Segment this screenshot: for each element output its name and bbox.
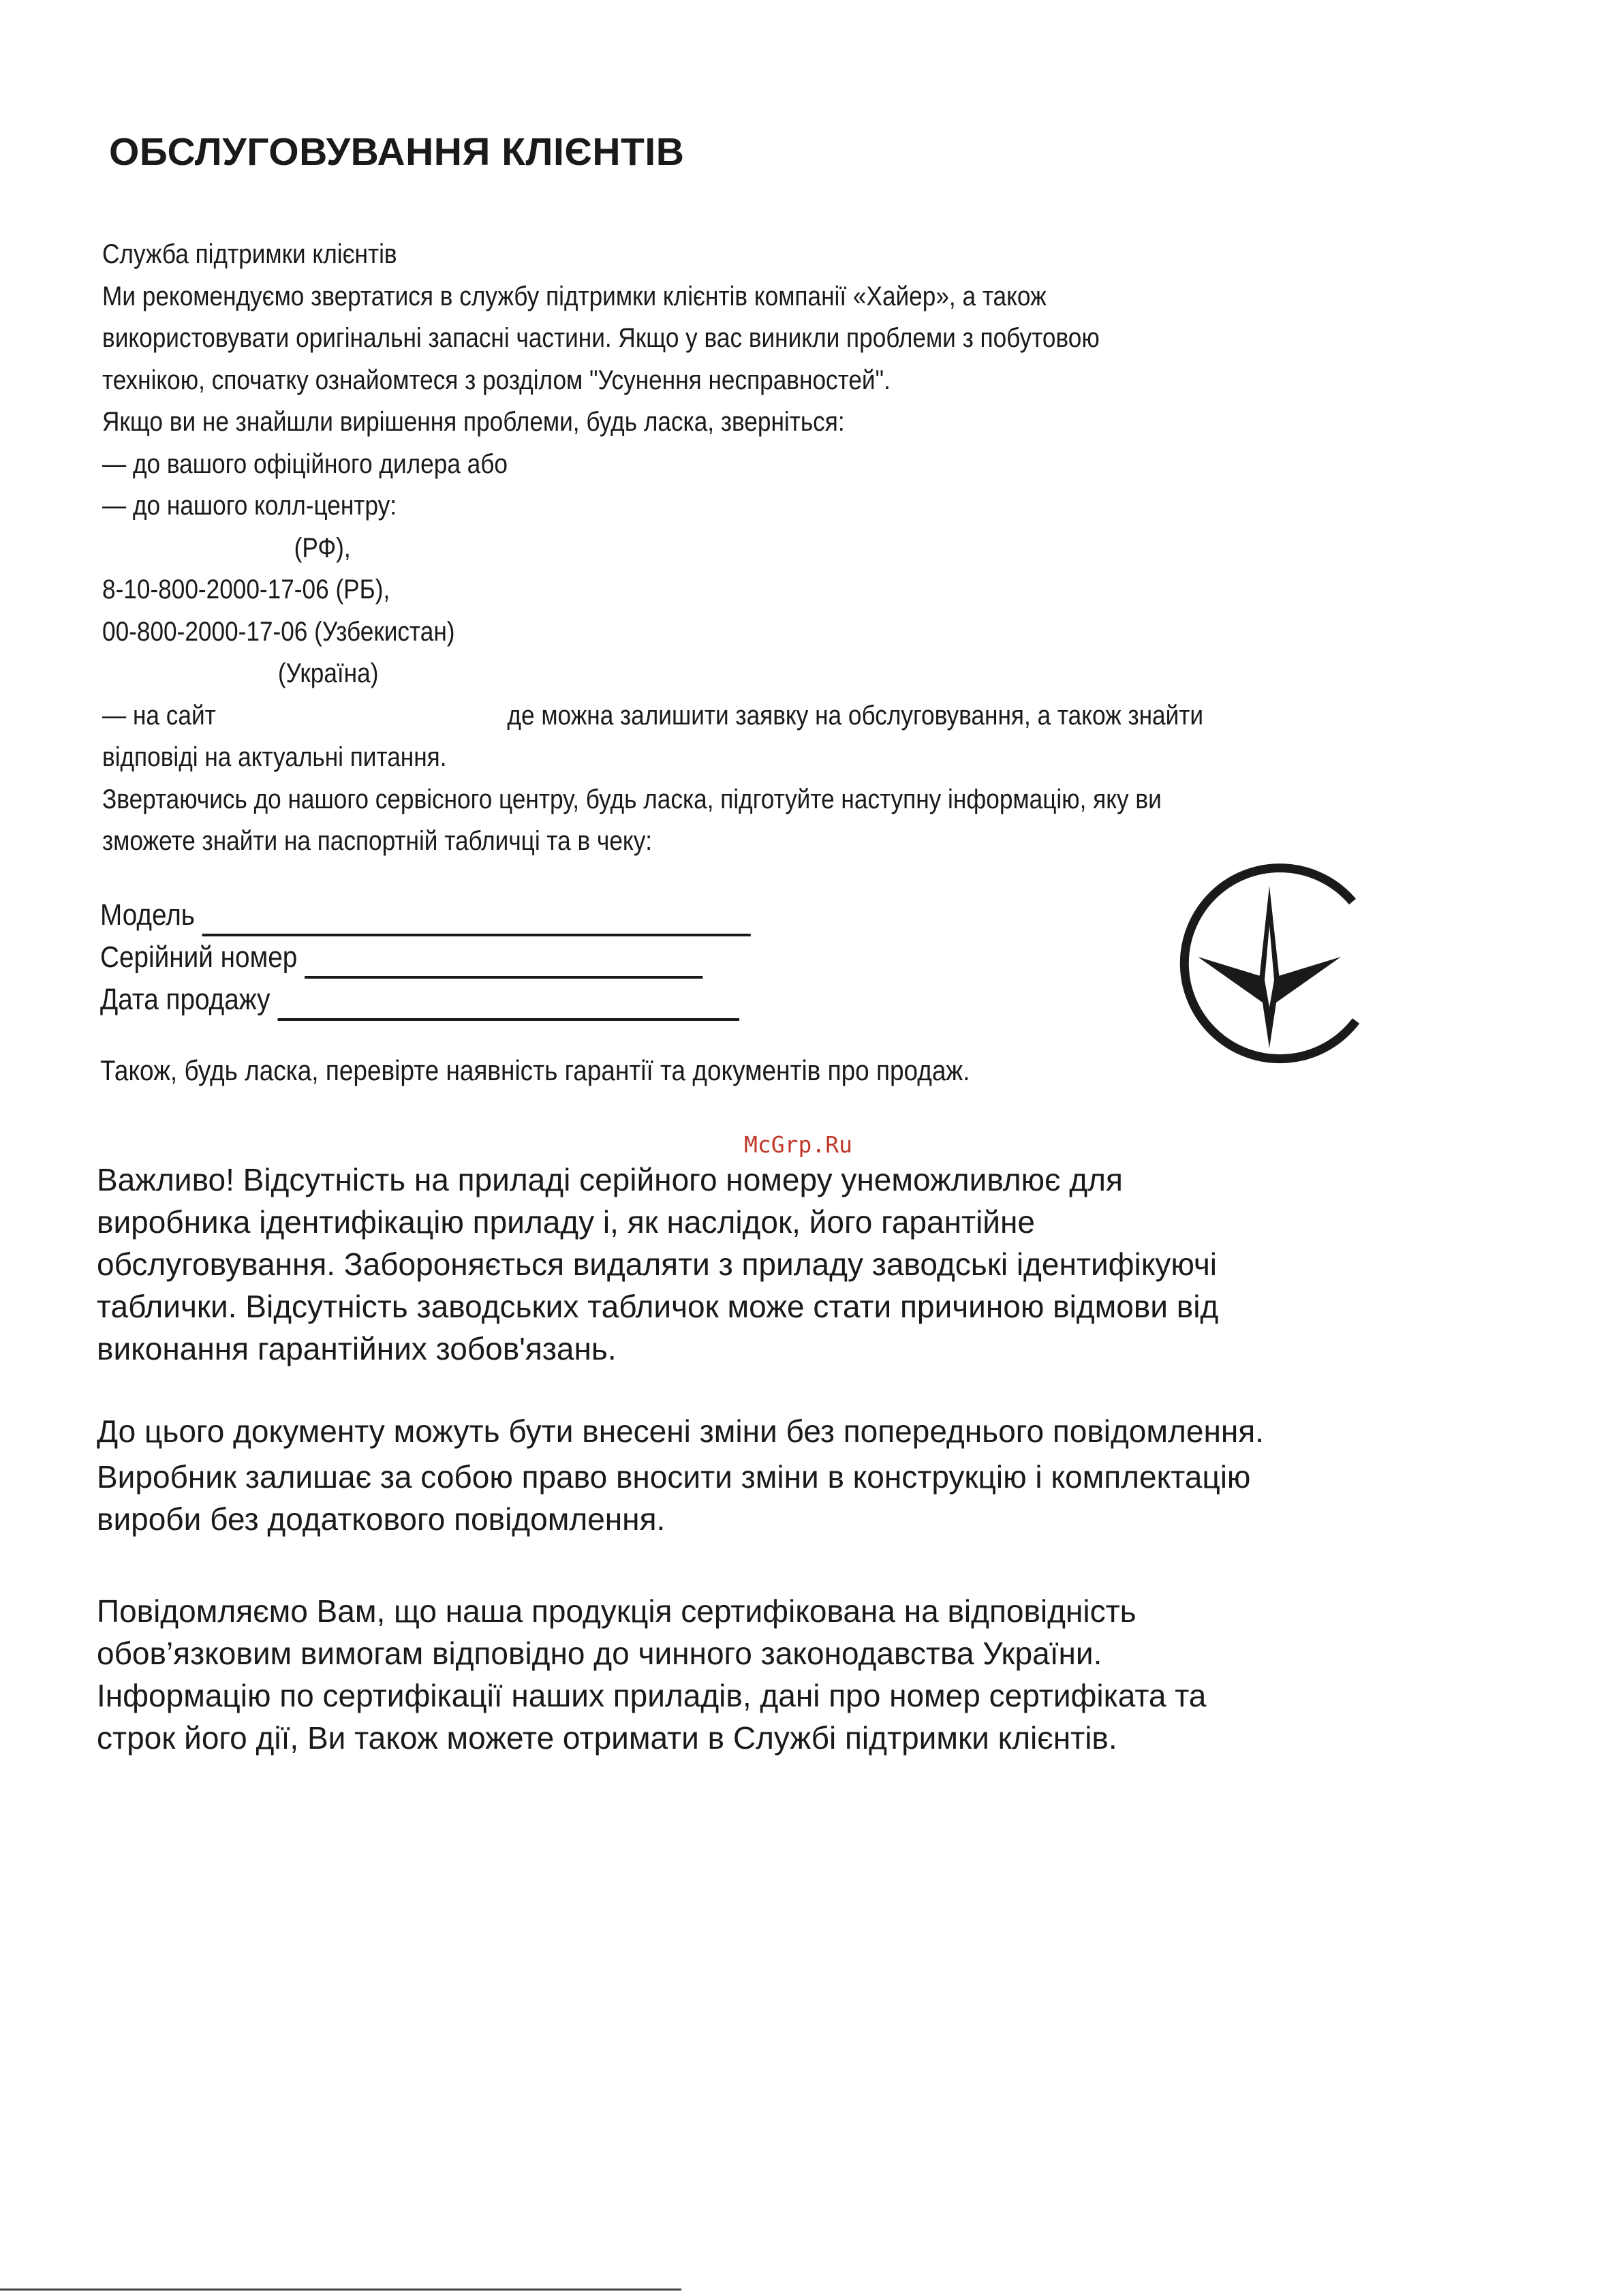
support-line: Якщо ви не знайшли вирішення проблеми, будь ласка, зверніться: [102,407,845,437]
phone-ua: (Україна) [277,658,379,688]
certification-line: Інформацію по сертифікації наших приладів, дані про номер сертифіката та [97,1678,1207,1713]
certification-line: обов’язковим вимогам відповідно до чинного законодавства України. [97,1636,1102,1671]
model-blank-line [202,902,751,936]
serial-row [100,936,880,979]
website-suffix: де можна залишити заявку на обслуговування, а також знайти [507,700,1204,731]
support-line: — до вашого офіційного дилера або [102,448,508,479]
prepare-line: зможете знайти на паспортній табличці та в чеку: [102,826,653,856]
website-continuation: відповіді на актуальні питання. [102,742,447,772]
important-line: Важливо! Відсутність на приладі серійного номеру унеможливлює для [97,1162,1123,1197]
rights-line: Виробник залишає за собою право вносити зміни в конструкцію і комплектацію [97,1459,1251,1495]
important-line: виробника ідентифікацію приладу і, як наслідок, його гарантійне [97,1204,1035,1240]
important-line: обслуговування. Забороняється видаляти з приладу заводські ідентифікуючі [97,1246,1218,1282]
support-section [102,234,1301,863]
important-line: виконання гарантійних зобов'язань. [97,1331,617,1366]
phone-rf: (РФ), [294,532,351,563]
support-line: Ми рекомендуємо звертатися в службу підтримки клієнтів компанії «Хайер», а також [102,281,1047,311]
support-line: технікою, спочатку ознайомтеся з розділом "Усунення несправностей". [102,365,891,395]
support-line: — до нашого колл-центру: [102,491,397,521]
prepare-line: Звертаючись до нашого сервісного центру, будь ласка, підготуйте наступну інформацію, яку ви [102,784,1162,814]
ukrainian-conformity-mark-icon [1165,857,1376,1069]
certification-notice [97,1590,1562,1759]
important-line: таблички. Відсутність заводських табличок може стати причиною відмови від [97,1289,1219,1324]
manufacturer-rights [97,1456,1562,1540]
serial-label: Серійний номер [100,940,298,974]
website-prefix: — на сайт [102,700,216,731]
phone-uz: 00-800-2000-17-06 (Узбекистан) [102,616,455,647]
serial-blank-line [305,945,702,979]
model-row [100,894,880,936]
date-row [100,979,880,1021]
warranty-check-note: Також, будь ласка, перевірте наявність гарантії та документів про продаж. [100,1054,970,1086]
changes-line: До цього документу можуть бути внесені зміни без попереднього повідомлення. [97,1413,1264,1449]
date-blank-line [277,987,739,1021]
product-info-form [100,894,880,1021]
watermark: McGrp.Ru [744,1131,852,1158]
website-line [102,695,1301,737]
important-notice [97,1159,1562,1370]
certification-line: Повідомляємо Вам, що наша продукція сертифікована на відповідність [97,1593,1137,1629]
rights-line: вироби без додаткового повідомлення. [97,1501,666,1537]
support-heading: Служба підтримки клієнтів [102,239,397,269]
model-label: Модель [100,898,195,932]
phone-rb: 8-10-800-2000-17-06 (РБ), [102,575,390,604]
support-line: використовувати оригінальні запасні частини. Якщо у вас виникли проблеми з побутовою [102,323,1100,353]
page-title: ОБСЛУГОВУВАННЯ КЛІЄНТІВ [109,130,685,174]
certification-line: строк його дії, Ви також можете отримати в Службі підтримки клієнтів. [97,1720,1117,1756]
date-label: Дата продажу [100,983,270,1016]
changes-notice [97,1410,1562,1452]
footer-divider [0,2289,681,2291]
